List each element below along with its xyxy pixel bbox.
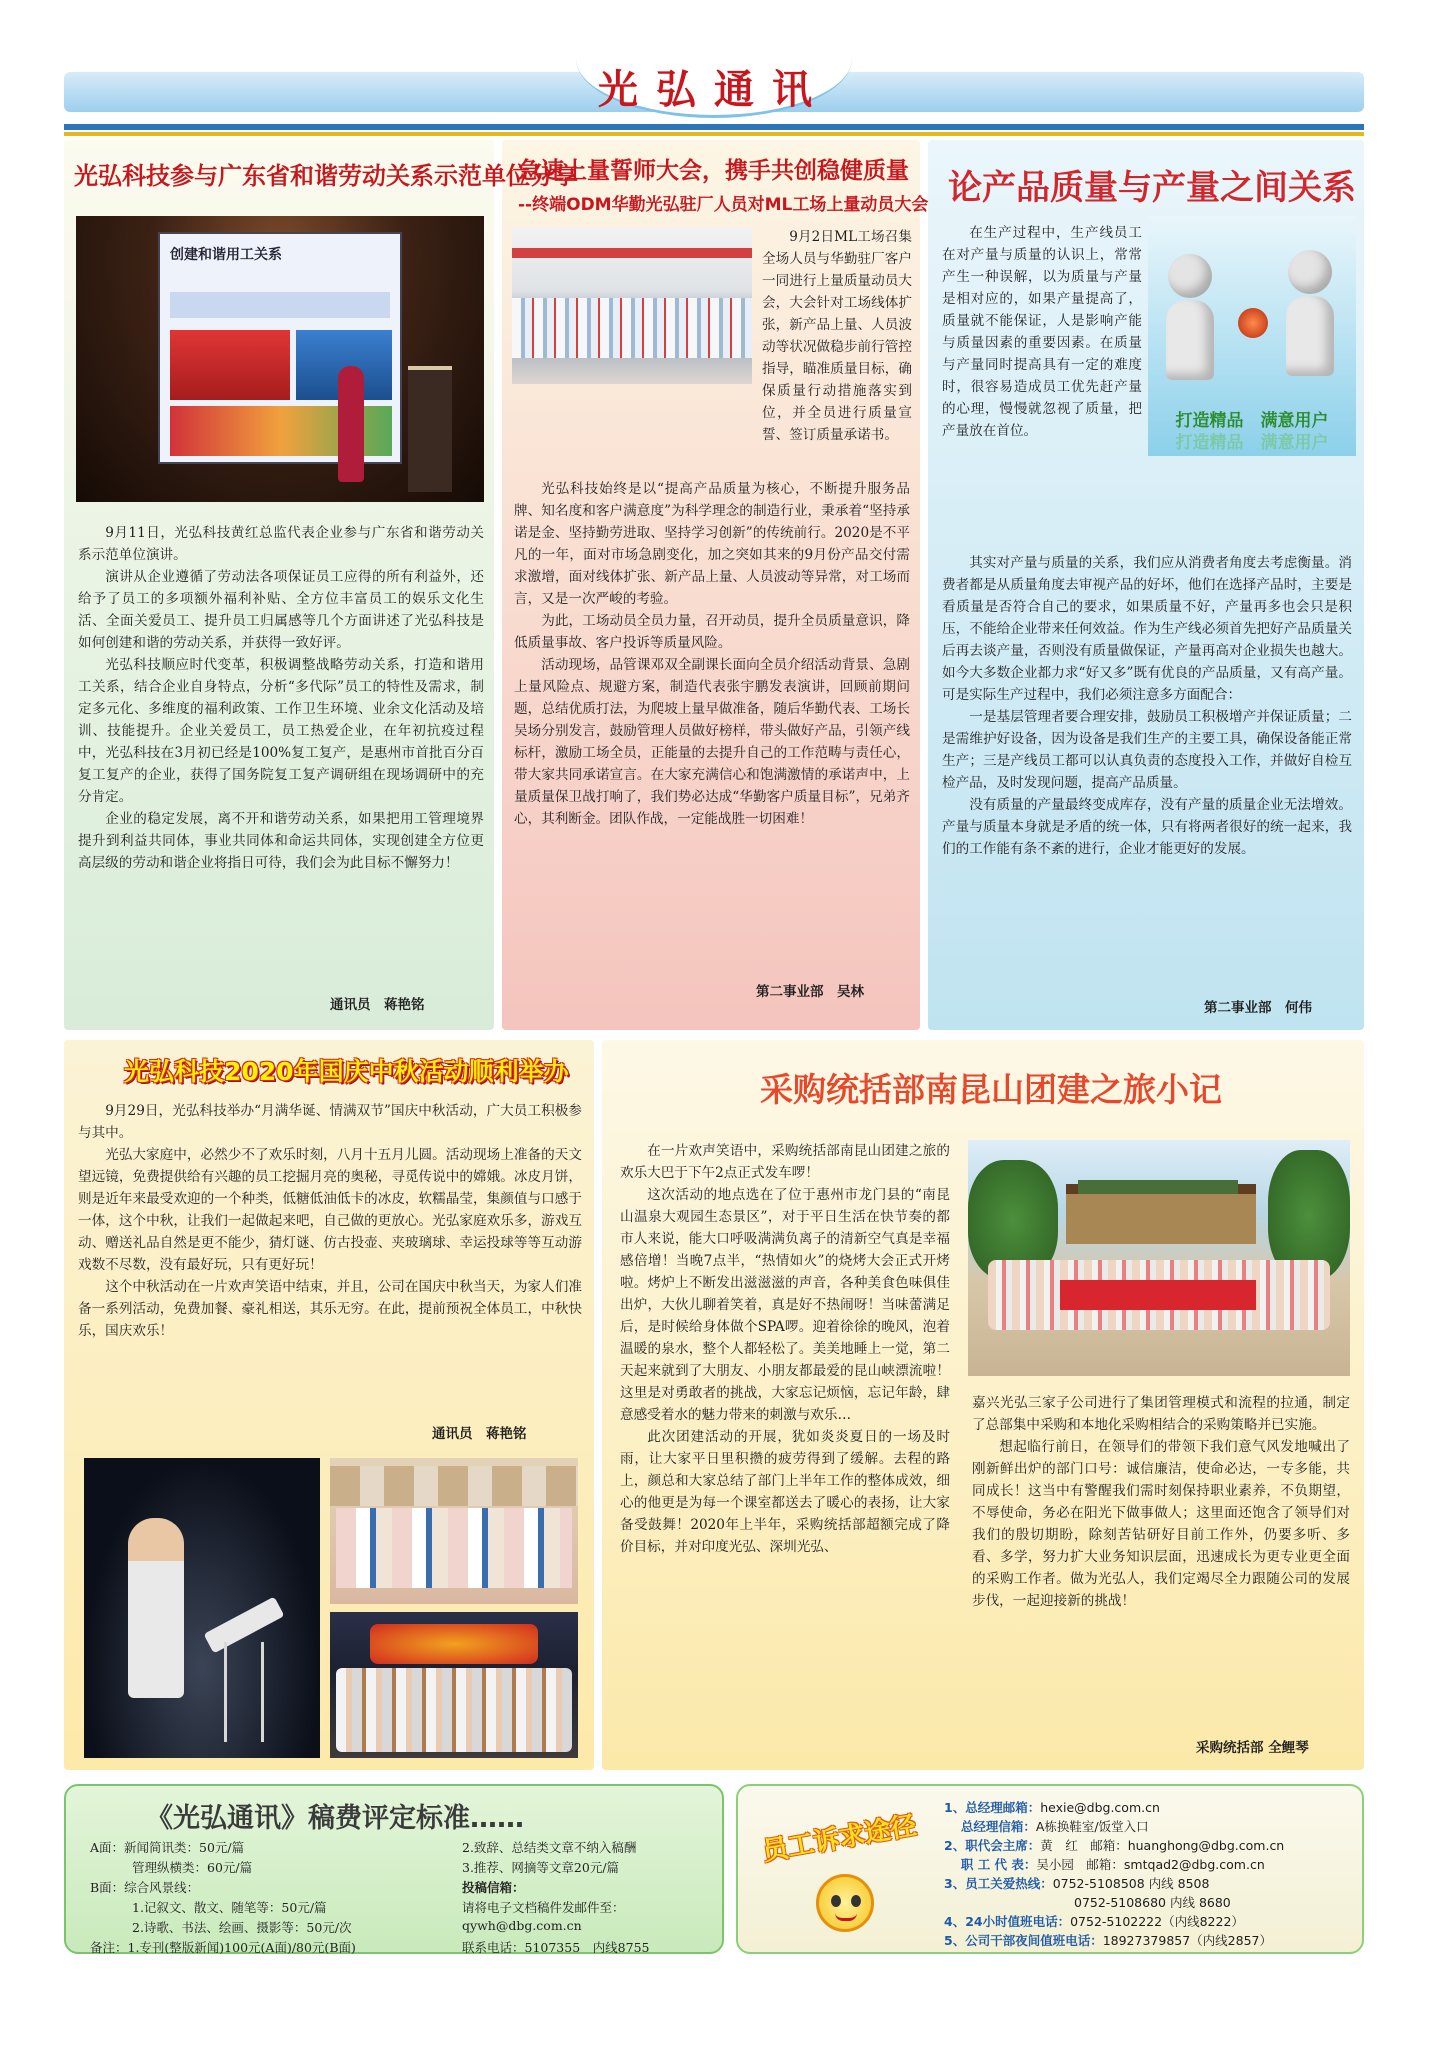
article3-body <box>942 552 1352 860</box>
paragraph: 没有质量的产量最终变成库存，没有产量的质量企业无法增效。产量与质量本身就是矛盾的统一体，只有将两者很好的统一起来，我们的工作能有条不紊的进行，企业才能更好的发展。 <box>942 797 1352 857</box>
fee-row: 投稿信箱： <box>462 1880 525 1895</box>
article2-lead-column <box>762 226 912 446</box>
fee-row: 管理纵横类：60元/篇 <box>132 1860 253 1875</box>
hotline-logo <box>754 1812 924 1942</box>
paragraph: 这次活动的地点选在了位于惠州市龙门县的“南昆山温泉大观园生态景区”，对于平日生活在快节奏的都市人来说，能大口呼吸满满负离子的清新空气真是幸福感倍增！当晚7点半，“热情如火”的烧烤大会正式开烤啦。烤炉上不断发出滋滋滋的声音，各种美食色味俱佳出炉，大伙儿聊着笑着，真是好不热闹呀！当味蕾满足后，是时候给身体做个SPA啰。迎着徐徐的晚风，泡着温暖的泉水，整个人都轻松了。美美地睡上一觉，第二天起来就到了大朋友、小朋友都最爱的昆山峡漂流啦！这里是对勇敢者的挑战，大家忘记烦恼，忘记年龄，肆意感受着水的魅力带来的刺激与欢乐… <box>620 1187 950 1423</box>
paragraph: 企业的稳定发展，离不开和谐劳动关系，如果把用工管理境界提升到利益共同体，事业共同体和命运共同体，实现创建全方位更高层级的劳动和谐企业将指日可待，我们会为此目标不懈努力！ <box>78 811 484 871</box>
contact-row: 2、职代会主席：黄 红 邮箱：huanghong@dbg.com.cn <box>944 1838 1285 1853</box>
paragraph: 9月29日，光弘科技举办“月满华诞、情满双节”国庆中秋活动，广大员工积极参与其中。 <box>78 1103 582 1141</box>
bee-mascot-icon <box>816 1874 874 1932</box>
paragraph: 在生产过程中，生产线员工在对产量与质量的认识上，常常产生一种误解，以为质量与产量是相对应的，如果产量提高了，质量就不能保证，人是影响产能与质量因素的重要因素。在质量与产量同时提高具有一定的难度时，很容易造成员工优先赶产量的心理，慢慢就忽视了质量，把产量放在首位。 <box>942 225 1142 439</box>
illustration-slogan: 打造精品 满意用户 <box>1175 411 1329 431</box>
speech-photo <box>76 216 484 502</box>
article2-signature: 第二事业部 吴林 <box>756 984 864 1000</box>
podium <box>408 366 452 492</box>
article4-title: 光弘科技2020年国庆中秋活动顺利举办 <box>124 1057 569 1086</box>
team-building-photo <box>968 1140 1350 1376</box>
paragraph: 为此，工场动员全员力量，召开动员，提升全员质量意识，降低质量事故、客户投诉等质量风险。 <box>514 613 910 651</box>
rally-photo <box>512 228 752 384</box>
article5-signature: 采购统括部 全鲤琴 <box>1196 1740 1309 1756</box>
masthead <box>64 56 1364 126</box>
article3-signature: 第二事业部 何伟 <box>1204 1000 1312 1016</box>
rep-email[interactable]: 吴小园 邮箱：smtqad2@dbg.com.cn <box>1036 1857 1265 1872</box>
article5-left-body <box>620 1140 950 1558</box>
gm-email[interactable]: hexie@dbg.com.cn <box>1040 1800 1160 1815</box>
masthead-rule-blue <box>64 124 1364 130</box>
fee-standard-title: 《光弘通讯》稿费评定标准…… <box>146 1803 524 1834</box>
illustration-slogan-reflection: 打造精品 满意用户 <box>1175 433 1329 453</box>
article2-title: 急速上量誓师大会，携手共创稳健质量 <box>518 158 909 184</box>
speaker-figure <box>338 366 364 482</box>
contact-row: 0752-5108680 内线 8680 <box>1074 1895 1231 1910</box>
quality-illustration <box>1148 216 1356 456</box>
article1-body <box>78 522 484 874</box>
telescope-photo <box>84 1458 320 1758</box>
paragraph: 活动现场，品管课邓双全副课长面向全员介绍活动背景、急剧上量风险点、规避方案，制造代表张宇鹏发表演讲，回顾前期问题，总结优质打法，为爬坡上量早做准备，随后华勤代表、工场长吴场分别发言，鼓励管理人员做好榜样，带头做好产品，引领产线标杆，激励工场全员，正能量的去提升自己的工作范畴与责任心，带大家共同承诺宣言。在大家充满信心和饱满激情的承诺声中，上量质量保卫战打响了，我们势必达成“华勤客户质量目标”，兄弟齐心，其利断金。团队作战，一定能战胜一切困难！ <box>514 657 910 827</box>
fee-row: 备注：1.专刊(整版新闻)100元(A面)/80元(B面) <box>90 1940 356 1955</box>
article3-lead <box>942 222 1142 442</box>
contact-row: 3、员工关爱热线：0752-5108508 内线 8508 <box>944 1876 1210 1891</box>
fee-row: 3.推荐、网摘等文章20元/篇 <box>462 1860 620 1875</box>
paragraph: 想起临行前日，在领导们的带领下我们意气风发地喊出了刚新鲜出炉的部门口号：诚信廉洁，使命必达，一专多能，共同成长！这当中有警醒我们需时刻保持职业素养，不负期望，不辱使命，务必在阳光下做事做人；这里面还饱含了领导们对我们的殷切期盼，除刻苦钻研好目前工作外，仍要多听、多看、多学，努力扩大业务知识层面，迅速成长为更专业更全面的采购工作者。做为光弘人，我们定竭尽全力跟随公司的发展步伐，一起迎接新的挑战！ <box>972 1439 1350 1609</box>
paragraph: 9月11日，光弘科技黄红总监代表企业参与广东省和谐劳动关系示范单位演讲。 <box>78 525 484 563</box>
paragraph: 在一片欢声笑语中，采购统括部南昆山团建之旅的欢乐大巴于下午2点正式发车啰！ <box>620 1143 950 1181</box>
article4-signature: 通讯员 蒋艳铭 <box>432 1426 527 1442</box>
fee-row: 2.致辞、总结类文章不纳入稿酬 <box>462 1840 637 1855</box>
newsletter-title: 光弘通讯 <box>598 66 830 113</box>
paragraph: 其实对产量与质量的关系，我们应从消费者角度去考虑衡量。消费者都是从质量角度去审视产品的好坏，他们在选择产品时，主要是看质量是否符合自己的要求，如果质量不好，产量再多也会只是积压，不能给企业带来任何效益。作为生产线必须首先把好产品质量关后再去谈产量，否则没有质量做保证，产量再高对企业损失也越大。如今大多数企业都力求“好又多”既有优良的产品质量，又有高产量。可是实际生产过程中，我们必须注意多方面配合： <box>942 555 1352 703</box>
paragraph: 嘉兴光弘三家子公司进行了集团管理模式和流程的拉通，制定了总部集中采购和本地化采购相结合的采购策略并已实施。 <box>972 1395 1350 1433</box>
screen-title: 创建和谐用工关系 <box>170 247 282 263</box>
paragraph: 9月2日ML工场召集全场人员与华勤驻厂客户一同进行上量质量动员大会，大会针对工场线体扩张，新产品上量、人员波动等状况做稳步前行管控指导，瞄准质量目标，确保质量行动措施落实到位，并全员进行质量宣誓、签订质量承诺书。 <box>762 229 912 443</box>
fee-row: 1.记叙文、散文、随笔等：50元/篇 <box>132 1900 327 1915</box>
article1-signature: 通讯员 蒋艳铭 <box>330 997 425 1013</box>
article2-body <box>514 478 910 830</box>
paragraph: 演讲从企业遵循了劳动法各项保证员工应得的所有利益外，还给予了员工的多项额外福利补贴、全方位丰富员工的娱乐文化生活、全面关爱员工、提升员工归属感等几个方面讲述了光弘科技是如何创建和谐的劳动关系，并获得一致好评。 <box>78 569 484 651</box>
paragraph: 光弘科技始终是以“提高产品质量为核心，不断提升服务品牌、知名度和客户满意度”为科学理念的制造行业，秉承着“坚持承诺是金、坚持勤劳进取、坚持学习创新”的传统前行。2020是不平凡的一年，面对市场急剧变化，加之突如其来的9月份产品交付需求激增，面对线体扩张、新产品上量、人员波动等异常，对工场而言，又是一次严峻的考验。 <box>514 481 910 607</box>
fee-row: B面：综合风景线： <box>90 1880 200 1895</box>
mooncake-making-photo <box>330 1458 578 1604</box>
submission-email[interactable]: qywh@dbg.com.cn <box>462 1918 582 1933</box>
paragraph: 此次团建活动的开展，犹如炎炎夏日的一场及时雨，让大家平日里积攒的疲劳得到了缓解。去程的路上，颜总和大家总结了部门上半年工作的整体成效，细心的他更是为每一个课室都送去了暖心的表扬，让大家备受鼓舞！2020年上半年，采购统括部超额完成了降价目标，并对印度光弘、深圳光弘、 <box>620 1429 950 1555</box>
fee-row: 请将电子文档稿件发邮件至： <box>462 1900 625 1915</box>
fee-row: 联系电话：5107355 内线8755 <box>462 1940 650 1955</box>
chair-email[interactable]: 黄 红 邮箱：huanghong@dbg.com.cn <box>1040 1838 1285 1853</box>
article3-title: 论产品质量与产量之间关系 <box>948 168 1356 208</box>
article1-title: 光弘科技参与广东省和谐劳动关系示范单位分享 <box>74 162 578 190</box>
fee-row: 2.诗歌、书法、绘画、摄影等：50元/次 <box>132 1920 352 1935</box>
hotline-title: 员工诉求途径 <box>759 1810 919 1868</box>
contact-row: 总经理信箱：A栋换鞋室/饭堂入口 <box>944 1819 1149 1834</box>
presentation-screen <box>158 232 402 464</box>
contact-row: 1、总经理邮箱：hexie@dbg.com.cn <box>944 1800 1160 1815</box>
paragraph: 光弘大家庭中，必然少不了欢乐时刻，八月十五月儿圆。活动现场上准备的天文望远镜，免费提供给有兴趣的员工挖掘月亮的奥秘，寻觅传说中的嫦娥。冰皮月饼，则是近年来最受欢迎的一个种类，低糖低油低卡的冰皮，软糯晶莹，集颜值与口感于一体，这个中秋，让我们一起做起来吧，自己做的更放心。光弘家庭欢乐多，游戏互动、赠送礼品自然是更不能少，猜灯谜、仿古投壶、夹玻璃球、幸运投球等等互动游戏数不尽数，没有最好玩，只有更好玩！ <box>78 1147 582 1273</box>
contact-row: 5、公司干部夜间值班电话：18927379857（内线2857） <box>944 1933 1272 1948</box>
contact-row: 4、24小时值班电话：0752-5102222（内线8222） <box>944 1914 1244 1929</box>
paragraph: 光弘科技顺应时代变革，积极调整战略劳动关系，打造和谐用工关系，结合企业自身特点，分析“多代际”员工的特性及需求，制定多元化、多维度的福利政策、工作卫生环境、业余文化活动及培训、技能提升。企业关爱员工，员工热爱企业，在年初抗疫过程中，光弘科技在3月初已经是100%复工复产，是惠州市首批百分百复工复产的企业，获得了国务院复工复产调研组在现场调研中的充分肯定。 <box>78 657 484 805</box>
paragraph: 这个中秋活动在一片欢声笑语中结束，并且，公司在国庆中秋当天，为家人们准备一系列活动，免费加餐、豪礼相送，其乐无穷。在此，提前预祝全体员工，中秋快乐，国庆欢乐！ <box>78 1279 582 1339</box>
article2-subtitle: --终端ODM华勤光弘驻厂人员对ML工场上量动员大会 <box>518 195 929 215</box>
paragraph: 一是基层管理者要合理安排，鼓励员工积极增产并保证质量；二是需维护好设备，因为设备是我们生产的主要工具，确保设备能正常生产；三是产线员工都可以认真负责的态度投入工作，并做好自检互检产品，及时发现问题，提高产品质量。 <box>942 709 1352 791</box>
fee-row: A面：新闻简讯类：50元/篇 <box>90 1840 245 1855</box>
group-photo-night <box>330 1612 578 1758</box>
article5-title: 采购统括部南昆山团建之旅小记 <box>760 1070 1222 1109</box>
article5-right-body <box>972 1392 1350 1612</box>
article4-body <box>78 1100 582 1342</box>
contact-row: 职 工 代 表：吴小园 邮箱：smtqad2@dbg.com.cn <box>944 1857 1265 1872</box>
masthead-rule-gold <box>64 132 1364 136</box>
